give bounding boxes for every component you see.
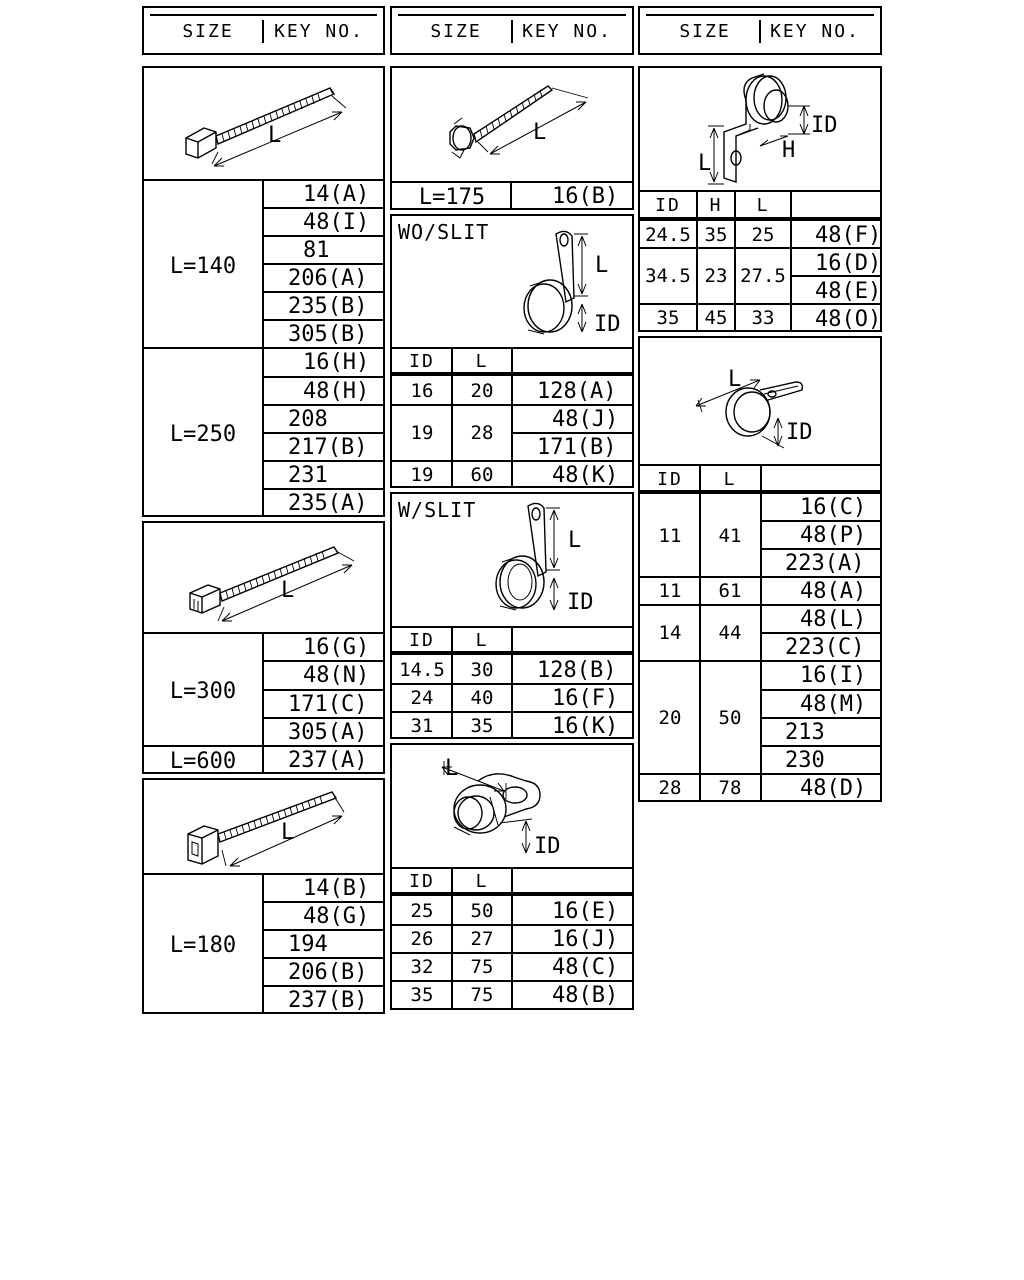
row-line (511, 432, 634, 434)
key-number: 16(F) (552, 686, 619, 711)
column-divider (511, 867, 513, 1010)
row-line (262, 404, 385, 406)
size-value: L=600 (169, 749, 237, 774)
row-line (262, 207, 385, 209)
w-slit-title: W/SLIT (398, 498, 477, 522)
header-size-label: SIZE (430, 21, 482, 42)
bracket-clamp-diagram (638, 66, 882, 190)
row-line (262, 319, 385, 321)
header-key-label: KEY NO. (770, 21, 860, 42)
row-line (262, 376, 385, 378)
key-number: 194 (288, 932, 328, 957)
id-value: 19 (410, 422, 434, 444)
h-value: 23 (704, 265, 728, 287)
key-number: 208 (288, 407, 328, 432)
l-value: 20 (470, 380, 494, 402)
id-value: 20 (658, 707, 682, 729)
row-line (390, 924, 634, 926)
id-value: 19 (410, 464, 434, 486)
row-line (262, 660, 385, 662)
header-rule (646, 14, 874, 16)
row-line (262, 689, 385, 691)
l-value: 28 (470, 422, 494, 444)
l-value: 41 (718, 525, 742, 547)
l-value: 60 (470, 464, 494, 486)
row-line (390, 683, 634, 685)
row-line (262, 488, 385, 490)
dimension-h-label: H (782, 138, 796, 163)
id-value: 11 (658, 525, 682, 547)
key-number: 16(D) (815, 251, 882, 276)
row-line (262, 985, 385, 987)
column-divider (511, 347, 513, 488)
dimension-l-label: L (281, 578, 295, 603)
key-number: 16(C) (800, 495, 867, 520)
id-value: 35 (656, 307, 680, 329)
row-line (262, 263, 385, 265)
l-value: 27.5 (740, 265, 786, 287)
header-divider (759, 20, 761, 43)
key-number: 48(G) (303, 904, 370, 929)
key-number: 16(G) (303, 635, 370, 660)
key-number: 48(E) (815, 279, 882, 304)
row-line (262, 957, 385, 959)
header-rule (398, 14, 626, 16)
header-divider (511, 20, 513, 43)
id-value: 11 (658, 580, 682, 602)
figure-divider (390, 181, 634, 183)
column-header-id: ID (657, 469, 683, 490)
key-number: 206(A) (288, 266, 368, 291)
l-value: 78 (718, 777, 742, 799)
dimension-l-label: L (595, 253, 609, 278)
id-value: 14.5 (399, 659, 445, 681)
l-value: 33 (751, 307, 775, 329)
row-line (262, 901, 385, 903)
l-value: 75 (470, 984, 494, 1006)
id-value: 24 (410, 687, 434, 709)
column-divider (696, 190, 698, 332)
dimension-id-label: ID (567, 590, 594, 615)
id-value: 35 (410, 984, 434, 1006)
key-number: 305(B) (288, 322, 368, 347)
key-number: 217(B) (288, 435, 368, 460)
header-key-label: KEY NO. (522, 21, 612, 42)
id-value: 16 (410, 380, 434, 402)
l-value: 61 (718, 580, 742, 602)
key-number: 171(B) (537, 435, 617, 460)
key-number: 48(K) (552, 463, 619, 488)
key-number: 206(B) (288, 960, 368, 985)
h-value: 45 (704, 307, 728, 329)
key-number: 48(O) (815, 307, 882, 332)
l-value: 50 (470, 900, 494, 922)
key-number: 223(A) (785, 551, 865, 576)
column-header-id: ID (409, 351, 435, 372)
row-line (760, 689, 882, 691)
id-value: 32 (410, 956, 434, 978)
dimension-id-label: ID (594, 312, 621, 337)
wo-slit-title: WO/SLIT (398, 220, 490, 244)
cable-tie-diagram (142, 66, 385, 179)
column-divider (262, 632, 264, 774)
table-rule (638, 190, 882, 192)
column-header-l: L (475, 871, 489, 892)
column-divider (510, 181, 512, 210)
row-line (638, 576, 882, 578)
size-value: L=140 (169, 254, 237, 279)
id-value: 34.5 (645, 265, 691, 287)
key-number: 81 (303, 238, 330, 263)
dimension-l-label: L (728, 367, 742, 392)
column-header-l: L (756, 195, 770, 216)
key-number: 48(H) (303, 379, 370, 404)
column-header-id: ID (409, 630, 435, 651)
column-header-l: L (723, 469, 737, 490)
row-line (262, 929, 385, 931)
header-size-label: SIZE (182, 21, 234, 42)
id-value: 31 (410, 715, 434, 737)
key-number: 16(E) (552, 899, 619, 924)
dimension-l-label: L (533, 120, 547, 145)
row-line (760, 548, 882, 550)
row-line (390, 711, 634, 713)
header-key-label: KEY NO. (274, 21, 364, 42)
dimension-l-label: L (445, 756, 459, 781)
key-number: 237(A) (288, 748, 368, 773)
group-divider (142, 745, 385, 747)
key-number: 128(A) (537, 379, 617, 404)
key-number: 16(K) (552, 714, 619, 739)
column-divider (699, 464, 701, 802)
key-number: 16(B) (552, 184, 619, 209)
key-number: 235(B) (288, 294, 368, 319)
row-line (638, 604, 882, 606)
column-header-id: ID (655, 195, 681, 216)
row-line (638, 660, 882, 662)
key-number: 48(P) (800, 523, 867, 548)
key-number: 14(A) (303, 182, 370, 207)
dimension-id-label: ID (534, 834, 561, 859)
row-line (262, 291, 385, 293)
row-line (760, 632, 882, 634)
column-divider (451, 347, 453, 488)
ring-clamp-diagram (638, 336, 882, 464)
l-value: 30 (470, 659, 494, 681)
cable-tie-diagram (142, 521, 385, 632)
row-line (638, 773, 882, 775)
column-header-l: L (475, 630, 489, 651)
header-divider (262, 20, 264, 43)
id-value: 28 (658, 777, 682, 799)
size-value: L=175 (418, 185, 486, 210)
row-line (390, 952, 634, 954)
key-number: 16(H) (303, 350, 370, 375)
cushion-clamp-diagram (390, 743, 634, 867)
key-number: 230 (785, 748, 825, 773)
h-value: 35 (704, 224, 728, 246)
key-number: 235(A) (288, 491, 368, 516)
key-number: 223(C) (785, 635, 865, 660)
key-number: 231 (288, 463, 328, 488)
row-line (262, 235, 385, 237)
dimension-l-label: L (698, 151, 712, 176)
row-line (390, 404, 634, 406)
size-value: L=250 (169, 422, 237, 447)
id-value: 24.5 (645, 224, 691, 246)
key-number: 16(J) (552, 927, 619, 952)
row-line (262, 432, 385, 434)
l-value: 35 (470, 715, 494, 737)
dimension-l-label: L (568, 528, 582, 553)
id-value: 26 (410, 928, 434, 950)
key-number: 48(A) (800, 579, 867, 604)
key-number: 48(L) (800, 607, 867, 632)
l-value: 50 (718, 707, 742, 729)
key-number: 171(C) (288, 692, 368, 717)
dimension-id-label: ID (811, 113, 838, 138)
dimension-id-label: ID (786, 420, 813, 445)
column-divider (262, 873, 264, 1014)
key-number: 16(I) (800, 663, 867, 688)
id-value: 25 (410, 900, 434, 922)
key-number: 48(D) (800, 776, 867, 801)
dimension-l-label: L (268, 123, 282, 148)
column-header-l: L (475, 351, 489, 372)
column-divider (790, 190, 792, 332)
key-number: 48(J) (552, 407, 619, 432)
column-divider (734, 190, 736, 332)
l-value: 25 (751, 224, 775, 246)
l-value: 27 (470, 928, 494, 950)
row-line (390, 980, 634, 982)
column-header-id: ID (409, 871, 435, 892)
id-value: 14 (658, 622, 682, 644)
size-value: L=300 (169, 679, 237, 704)
key-number: 48(B) (552, 983, 619, 1008)
row-line (262, 717, 385, 719)
table-header-rule (638, 217, 882, 221)
row-line (760, 520, 882, 522)
key-number: 305(A) (288, 720, 368, 745)
push-tie-diagram (390, 66, 634, 181)
dimension-l-label: L (281, 820, 295, 845)
key-number: 213 (785, 720, 825, 745)
l-value: 40 (470, 687, 494, 709)
header-size-label: SIZE (679, 21, 731, 42)
row-line (760, 745, 882, 747)
key-number: 237(B) (288, 988, 368, 1013)
cable-tie-diagram (142, 778, 385, 873)
key-number: 48(F) (815, 223, 882, 248)
key-number: 48(I) (303, 210, 370, 235)
l-value: 75 (470, 956, 494, 978)
size-value: L=180 (169, 933, 237, 958)
row-line (262, 460, 385, 462)
row-line (760, 717, 882, 719)
key-number: 48(M) (800, 692, 867, 717)
column-header-h: H (709, 195, 723, 216)
key-number: 128(B) (537, 658, 617, 683)
p-clamp-slit-diagram (390, 492, 634, 626)
l-value: 44 (718, 622, 742, 644)
header-rule (150, 14, 377, 16)
row-line (390, 460, 634, 462)
key-number: 48(C) (552, 955, 619, 980)
group-divider (142, 347, 385, 349)
column-divider (451, 867, 453, 1010)
key-number: 14(B) (303, 876, 370, 901)
key-number: 48(N) (303, 663, 370, 688)
